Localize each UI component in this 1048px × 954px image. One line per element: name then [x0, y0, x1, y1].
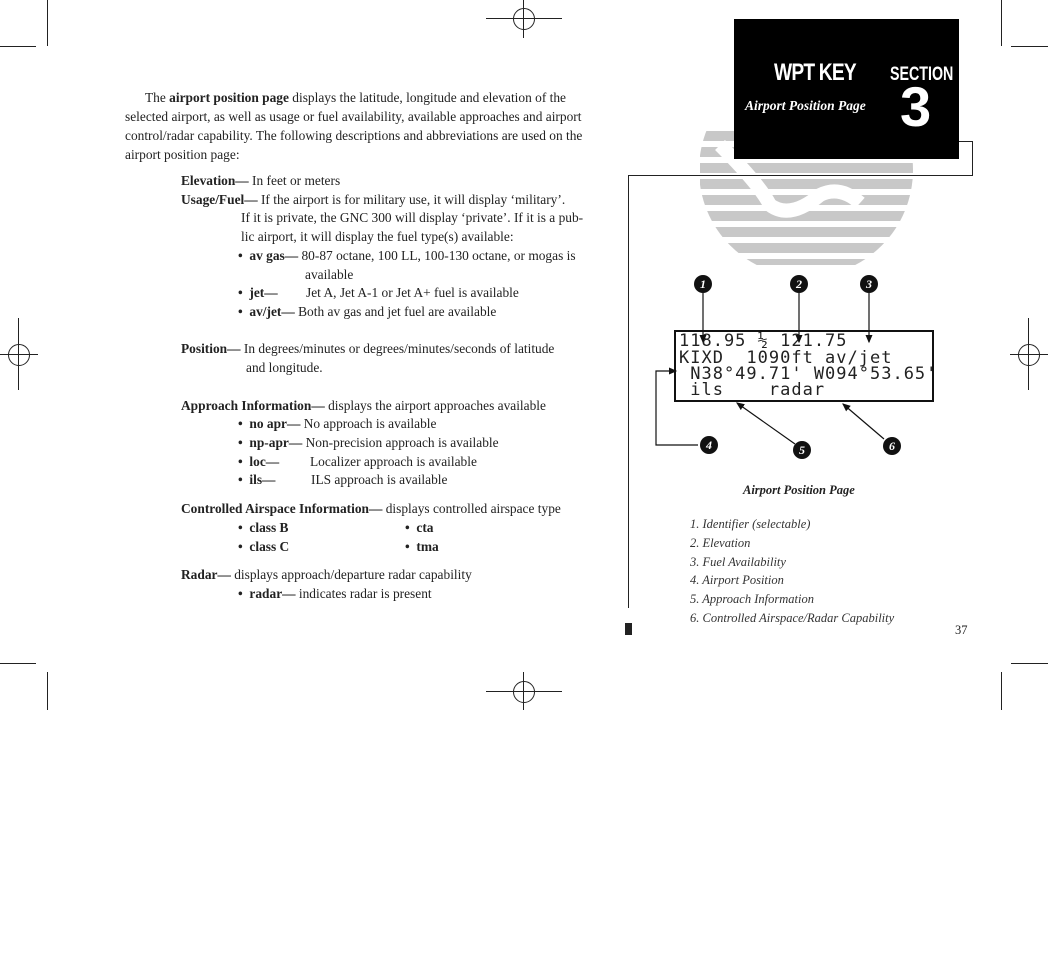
airspace-entry: Controlled Airspace Information— displays controlled airspace type [181, 501, 561, 516]
callout-badge: 6 [883, 437, 901, 455]
crop-mark [0, 663, 36, 664]
callout-badge: 1 [694, 275, 712, 293]
crop-mark [1001, 672, 1002, 710]
intro-term: airport position page [169, 90, 289, 105]
list-item: • class C [238, 539, 290, 554]
crop-mark [0, 46, 36, 47]
crop-mark [47, 672, 48, 710]
section-header [734, 19, 959, 159]
radar-entry: Radar— displays approach/departure radar capability [181, 567, 472, 582]
crop-mark [1001, 0, 1002, 46]
list-item: • cta [405, 520, 434, 535]
section-number: 3 [900, 75, 932, 138]
section-title: WPT KEY [774, 59, 856, 86]
frame-line [972, 141, 973, 176]
lcd-row-identifier: KIXD 1090ft av/jet [679, 348, 893, 368]
legend-item: 5. Approach Information [690, 592, 814, 606]
callout-badge: 4 [700, 436, 718, 454]
usage-text: lic airport, it will display the fuel type(s) available: [241, 229, 514, 244]
list-item: • np-apr— Non-precision approach is available [238, 435, 499, 450]
list-item: • loc— [238, 454, 280, 469]
legend-item: 2. Elevation [690, 536, 751, 550]
position-entry: Position— In degrees/minutes or degrees/minutes/seconds of latitude [181, 341, 555, 356]
callout-badge: 5 [793, 441, 811, 459]
page-number: 37 [955, 623, 968, 637]
legend-item: 6. Controlled Airspace/Radar Capability [690, 611, 895, 625]
list-item-text: Jet A, Jet A-1 or Jet A+ fuel is available [306, 285, 519, 300]
usage-entry: Usage/Fuel— If the airport is for military use, it will display ‘military’. [181, 192, 566, 207]
list-item: • jet— [238, 285, 278, 300]
list-item: • tma [405, 539, 439, 554]
callout-badge: 3 [860, 275, 878, 293]
frame-tab [625, 623, 632, 635]
intro-paragraph: The airport position page displays the latitude, longitude and elevation of the selected airport, as well as usage or fuel availability, available approaches and airport control/radar capability. The following descriptions and abbreviations are used on the airport position page: [125, 90, 583, 162]
lcd-row-frequencies: 118.95 ½ 121.75 [679, 331, 848, 351]
frame-line [628, 175, 972, 176]
callout-arrows [640, 280, 910, 460]
position-text: and longitude. [246, 360, 323, 375]
figure-caption: Airport Position Page [743, 483, 855, 497]
lcd-row-position: N38°49.71' W094°53.65' [679, 364, 938, 384]
section-subtitle: Airport Position Page [745, 98, 866, 113]
list-item: • class B [238, 520, 289, 535]
frame-line [959, 141, 973, 142]
section-label: SECTION [890, 64, 954, 85]
list-item: • radar— indicates radar is present [238, 586, 432, 601]
frame-line [628, 175, 629, 608]
list-item: • av/jet— Both av gas and jet fuel are available [238, 304, 497, 319]
lcd-row-approach: ils radar [679, 380, 826, 400]
legend-item: 4. Airport Position [690, 573, 784, 587]
crop-mark [1011, 46, 1048, 47]
crop-mark [1011, 663, 1048, 664]
list-item: • no apr— No approach is available [238, 416, 437, 431]
list-item: • av gas— 80-87 octane, 100 LL, 100-130 octane, or mogas is [238, 248, 576, 263]
legend-item: 3. Fuel Availability [690, 555, 786, 569]
list-item-text: available [305, 267, 354, 282]
callout-badge: 2 [790, 275, 808, 293]
elevation-entry: Elevation— In feet or meters [181, 173, 341, 188]
list-item: • ils— [238, 472, 276, 487]
crop-mark [47, 0, 48, 46]
approach-entry: Approach Information— displays the airport approaches available [181, 398, 546, 413]
list-item-text: Localizer approach is available [310, 454, 477, 469]
legend-item: 1. Identifier (selectable) [690, 517, 811, 531]
usage-text: If it is private, the GNC 300 will display ‘private’. If it is a pub- [241, 210, 584, 225]
list-item-text: ILS approach is available [311, 472, 448, 487]
